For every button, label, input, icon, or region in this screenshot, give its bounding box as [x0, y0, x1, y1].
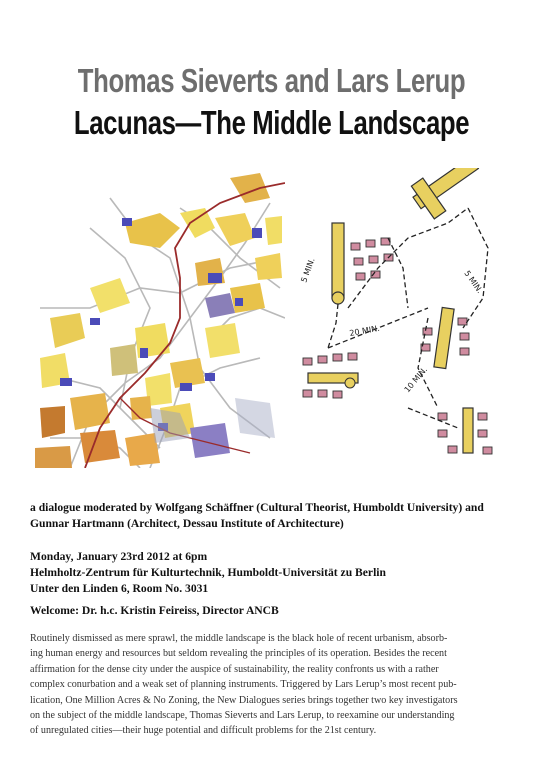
sketch-label-3: 5 MIN.: [462, 268, 485, 295]
description-line: lication, One Million Acres & No Zoning, the New Dialogues series brings together two key investigators: [30, 694, 458, 706]
event-venue: Helmholtz-Zentrum für Kulturtechnik, Humboldt-Universität zu Berlin: [30, 566, 386, 579]
description-line: ing human energy and resources but seldom revealing the principles of its operation. Besides the recent: [30, 648, 447, 660]
illustrations: [30, 168, 518, 468]
event-title: Lacunas—The Middle Landscape: [73, 104, 470, 141]
sketch-label-2: 20 MIN.: [348, 323, 381, 338]
sketch-label-1: 5 MIN.: [299, 256, 317, 284]
moderation-line-2: Gunnar Hartmann (Architect, Dessau Institute of Architecture): [30, 517, 344, 530]
moderation-info: [30, 500, 516, 532]
moderation-line-1: a dialogue moderated by Wolfgang Schäffner (Cultural Theorist, Humboldt University) and: [30, 501, 484, 514]
walking-distance-sketch: [288, 168, 518, 468]
description-line: Routinely dismissed as mere sprawl, the middle landscape is the black hole of recent urbanism, absorb-: [30, 633, 448, 644]
event-address: Unter den Linden 6, Room No. 3031: [30, 582, 209, 595]
description-line: affirmation for the dense city under the auspice of sustainability, the reality confronts us with a rather: [30, 663, 439, 675]
description-paragraph: [30, 631, 516, 739]
welcome-line: Welcome: Dr. h.c. Kristin Feireiss, Director ANCB: [30, 604, 279, 617]
event-date: Monday, January 23rd 2012 at 6pm: [30, 550, 208, 563]
description-line: on the subject of the middle landscape, Thomas Sieverts and Lars Lerup, to reexamine our understanding: [30, 710, 455, 722]
sketch-label-4: 10 MIN.: [402, 365, 430, 395]
event-details: [30, 549, 516, 597]
land-use-map: [30, 168, 285, 468]
description-line: complex conurbation and a weak set of planning instruments. Triggered by Lars Lerup’s most recent pub-: [30, 679, 457, 691]
description-line: of unregulated cities—their huge potential and difficult problems for the 21st century.: [30, 725, 377, 737]
speakers-title: Thomas Sieverts and Lars Lerup: [77, 62, 466, 99]
